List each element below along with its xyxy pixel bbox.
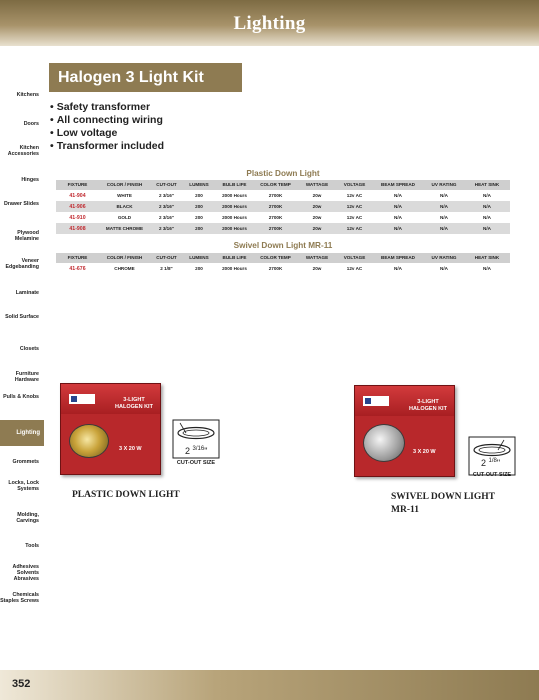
table-cell: N/A bbox=[424, 223, 464, 234]
table-cell: BLACK bbox=[99, 201, 150, 212]
sidebar-item-molding-carvings[interactable]: Molding, Carvings bbox=[16, 512, 39, 524]
list-item: • All connecting wiring bbox=[50, 114, 163, 126]
column-header: CUT-OUT bbox=[150, 253, 183, 263]
table-cell: 2 3/16" bbox=[150, 223, 183, 234]
sidebar-item-adhesives[interactable]: Adhesives Solvents Abrasives bbox=[12, 564, 39, 582]
column-header: WATTAGE bbox=[297, 180, 337, 190]
table-cell: N/A bbox=[394, 266, 402, 272]
list-item: • Safety transformer bbox=[50, 101, 151, 113]
sidebar-item-veneer-edgebanding[interactable]: Veneer Edgebanding bbox=[5, 258, 39, 270]
table-cell: 41-910 bbox=[69, 214, 86, 221]
sidebar-item-pulls-knobs[interactable]: Pulls & Knobs bbox=[3, 394, 39, 400]
table-cell: 2000 Hours bbox=[222, 215, 247, 220]
column-header: COLOR TEMP bbox=[254, 180, 297, 190]
column-header: FIXTURE bbox=[56, 180, 99, 190]
table-cell: N/A bbox=[440, 193, 448, 199]
table-cell: 2000 Hours bbox=[215, 223, 254, 234]
sidebar-item-furniture-hardware[interactable]: Furniture Hardware bbox=[14, 371, 39, 383]
table-cell: 20w bbox=[297, 223, 337, 234]
column-header: WATTAGE bbox=[297, 253, 337, 263]
column-header: COLOR / FINISH bbox=[99, 253, 150, 263]
brand-logo bbox=[363, 396, 389, 406]
column-header: COLOR TEMP bbox=[254, 253, 297, 263]
sidebar-item-laminate[interactable]: Laminate bbox=[15, 290, 39, 296]
column-header: BULB LIFE bbox=[215, 253, 254, 263]
table-cell: 41-906 bbox=[56, 201, 99, 212]
table-cell: N/A bbox=[440, 266, 448, 272]
table-cell: N/A bbox=[372, 201, 424, 212]
table-cell: 2700K bbox=[268, 215, 283, 220]
table-row bbox=[56, 212, 510, 223]
table-cell: WHITE bbox=[117, 193, 132, 199]
sidebar-item-tools[interactable]: Tools bbox=[25, 543, 39, 549]
box-spec: 3 X 20 W bbox=[119, 446, 142, 452]
table-cell: 41-908 bbox=[56, 223, 99, 234]
table-title-plastic: Plastic Down Light bbox=[246, 169, 320, 178]
table-cell: N/A bbox=[483, 215, 491, 220]
table-cell: N/A bbox=[440, 215, 448, 220]
list-item: • Low voltage bbox=[50, 127, 118, 139]
table-cell: 200 bbox=[195, 266, 203, 272]
spec-table-plastic bbox=[56, 180, 510, 234]
light-fixture-image bbox=[363, 424, 405, 462]
table-cell: 2700K bbox=[254, 201, 297, 212]
sidebar-item-lighting[interactable] bbox=[0, 420, 44, 446]
cutout-size-value: 2 $^{1/8}$" bbox=[481, 458, 501, 468]
sidebar-item-drawer-slides[interactable]: Drawer Slides bbox=[3, 201, 39, 207]
sidebar-item-hinges[interactable]: Hinges bbox=[21, 177, 39, 183]
table-header-row bbox=[56, 180, 510, 190]
table-cell: 2000 Hours bbox=[222, 266, 247, 272]
table-cell: N/A bbox=[464, 223, 510, 234]
column-header: BEAM SPREAD bbox=[372, 253, 424, 263]
sidebar-item-closets[interactable]: Closets bbox=[19, 346, 39, 352]
table-cell: MATTE CHROME bbox=[99, 223, 150, 234]
product-box-plastic bbox=[60, 383, 161, 475]
column-header: HEAT SINK bbox=[464, 253, 510, 263]
table-row bbox=[56, 223, 510, 234]
cutout-size-icon bbox=[468, 436, 516, 476]
box-heading: 3-LIGHT HALOGEN KIT bbox=[409, 399, 447, 412]
table-cell: N/A bbox=[372, 223, 424, 234]
table-cell: N/A bbox=[424, 201, 464, 212]
table-cell: GOLD bbox=[117, 215, 132, 220]
sidebar-item-doors[interactable]: Doors bbox=[23, 121, 39, 127]
page-number: 352 bbox=[12, 678, 31, 690]
table-cell: CHROME bbox=[114, 266, 135, 272]
table-cell: N/A bbox=[464, 201, 510, 212]
table-cell: N/A bbox=[483, 266, 491, 272]
table-cell: 200 bbox=[183, 201, 215, 212]
sidebar-item-plywood-melamine[interactable]: Plywood Melamine bbox=[14, 230, 39, 242]
box-heading: 3-LIGHT HALOGEN KIT bbox=[115, 397, 153, 410]
box-spec: 3 X 20 W bbox=[413, 449, 436, 455]
column-header: LUMENS bbox=[183, 180, 215, 190]
sidebar-item-label: Lighting bbox=[16, 430, 40, 436]
column-header: CUT-OUT bbox=[150, 180, 183, 190]
column-header: VOLTAGE bbox=[337, 180, 372, 190]
table-cell: 41-904 bbox=[69, 192, 86, 199]
table-cell: 12v AC bbox=[346, 215, 363, 220]
cutout-caption: CUT-OUT SIZE bbox=[472, 472, 512, 478]
table-title-swivel: Swivel Down Light MR-11 bbox=[233, 241, 333, 250]
table-cell: 200 bbox=[195, 215, 203, 220]
table-cell: 2000 Hours bbox=[215, 201, 254, 212]
sidebar-item-kitchen-accessories[interactable]: Kitchen Accessories bbox=[7, 145, 39, 157]
sidebar-item-chemicals[interactable]: Chemicals Staples Screws bbox=[0, 592, 39, 604]
table-row bbox=[56, 190, 510, 201]
table-header-row bbox=[56, 253, 510, 263]
column-header: UV RATING bbox=[424, 180, 464, 190]
table-cell: 2 3/16" bbox=[159, 215, 174, 220]
caption-swivel: SWIVEL DOWN LIGHT MR-11 bbox=[391, 492, 495, 515]
column-header: VOLTAGE bbox=[337, 253, 372, 263]
column-header: FIXTURE bbox=[56, 253, 99, 263]
sidebar-item-locks[interactable]: Locks, Lock Systems bbox=[8, 480, 39, 492]
table-cell: 12v AC bbox=[346, 266, 363, 272]
column-header: BEAM SPREAD bbox=[372, 180, 424, 190]
table-cell: N/A bbox=[483, 193, 491, 199]
table-cell: 20w bbox=[297, 201, 337, 212]
table-cell: N/A bbox=[394, 215, 402, 220]
column-header: COLOR / FINISH bbox=[99, 180, 150, 190]
table-cell: 12v AC bbox=[337, 223, 372, 234]
table-cell: 200 bbox=[195, 193, 203, 199]
brand-logo bbox=[69, 394, 95, 404]
light-fixture-image bbox=[69, 424, 109, 458]
column-header: HEAT SINK bbox=[464, 180, 510, 190]
product-box-swivel bbox=[354, 385, 455, 477]
table-cell: 20w bbox=[312, 266, 322, 272]
table-cell: 20w bbox=[312, 193, 322, 199]
column-header: BULB LIFE bbox=[215, 180, 254, 190]
table-cell: 12v AC bbox=[337, 201, 372, 212]
sidebar-item-kitchens[interactable]: Kitchens bbox=[16, 92, 39, 98]
table-row bbox=[56, 201, 510, 212]
table-cell: 200 bbox=[183, 223, 215, 234]
table-cell: 2000 Hours bbox=[222, 193, 247, 199]
cutout-size-value: 2 $^{3/16}$" bbox=[185, 446, 208, 456]
table-cell: 2700K bbox=[268, 266, 283, 272]
table-cell: N/A bbox=[394, 193, 402, 199]
table-cell: 2 1/8" bbox=[160, 266, 173, 272]
column-header: LUMENS bbox=[183, 253, 215, 263]
sidebar bbox=[0, 0, 40, 700]
caption-plastic: PLASTIC DOWN LIGHT bbox=[72, 490, 180, 500]
sidebar-item-grommets[interactable]: Grommets bbox=[12, 459, 39, 465]
table-cell: 41-676 bbox=[69, 265, 86, 272]
table-cell: 2700K bbox=[268, 193, 283, 199]
spec-table-swivel bbox=[56, 253, 510, 274]
table-cell: 12v AC bbox=[346, 193, 363, 199]
cutout-caption: CUT-OUT SIZE bbox=[176, 460, 216, 466]
feature-list bbox=[50, 101, 350, 153]
table-cell: 20w bbox=[312, 215, 322, 220]
list-item: • Transformer included bbox=[50, 140, 165, 152]
table-row bbox=[56, 263, 510, 274]
page-title: Lighting bbox=[233, 13, 306, 34]
table-cell: 2 3/16" bbox=[150, 201, 183, 212]
column-header: UV RATING bbox=[424, 253, 464, 263]
table-cell: 2700K bbox=[254, 223, 297, 234]
product-title: Halogen 3 Light Kit bbox=[49, 63, 242, 92]
table-cell: 2 3/16" bbox=[159, 193, 174, 199]
sidebar-item-solid-surface[interactable]: Solid Surface bbox=[5, 314, 39, 320]
footer-band bbox=[0, 670, 539, 700]
